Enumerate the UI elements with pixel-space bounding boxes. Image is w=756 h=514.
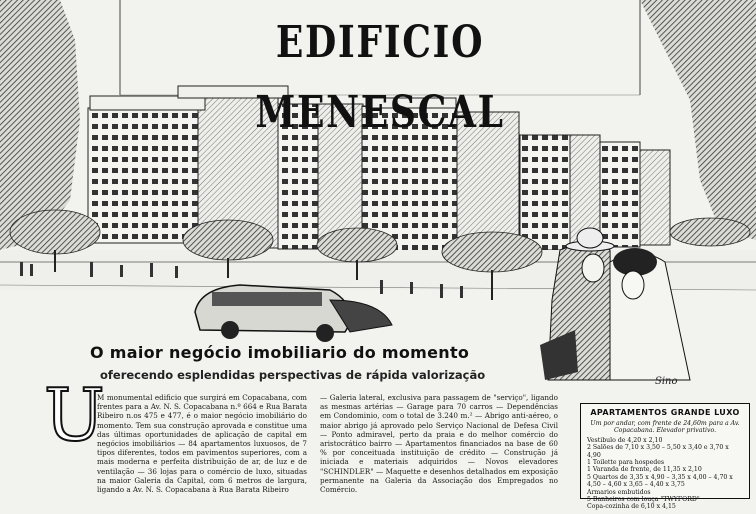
box-item: 5 Quartos de 3,35 x 4,90 – 3,35 x 4,00 – 4,70 x 4,50 – 4,60 x 3,65 – 4,40 x 3,75: [587, 473, 733, 489]
drop-cap: U: [44, 373, 105, 457]
box-title: APARTAMENTOS GRANDE LUXO: [590, 408, 740, 417]
body-column-2: — Galeria lateral, exclusiva para passagem de "serviço", ligando as mesmas artérias — Garage para 70 carros — Dependências em Condominio, com o total de 3.240 m.² — Abrigo anti-aéreo, o maior abrigo já aprovado pelo Serviço Nacional de Defesa Civil — Ponto admiravel, perto da praia e do melhor comércio do aristocrático bairro — Apartamentos financiados na base de 60 % por conceituada instituição de crédito — Construção já iniciada e materiais adquiridos — Novos elevadores "SCHINDLER" — Maquette e desenhos detalhados em exposição permanente na Galeria da Associação dos Empregados no Comércio.: [320, 393, 558, 495]
artist-signature: Sino: [655, 376, 678, 387]
box-item: Copa-cozinha de 6,10 x 4,15: [587, 503, 676, 511]
subheadline: oferecendo esplendidas perspectivas de rápida valorização: [100, 368, 486, 382]
headline: O maior negócio imobiliario do momento: [90, 343, 470, 362]
box-body: [581, 417, 749, 514]
box-item: Armarios embutidos: [587, 488, 651, 496]
box-item: 5 Banheiros com louça "TWYFORD": [587, 496, 700, 504]
box-item: 1 Toilette para hospedes: [587, 459, 665, 467]
body-column-1: M monumental edificio que surgirá em Copacabana, com frentes para a Av. N. S. Copacabana n.º 664 e Rua Barata Ribeiro n.os 475 e 477, é o maior negócio imobiliário do momento. Tem sua construção aprovada e constitue uma das últimas oportunidades de aplicação de capital em negócios imobiliários — 84 apartamentos luxuosos, de 7 tipos diferentes, todos em pavimentos superiores, com a mais moderna e perfeita distribuição de ar, de luz e de ventilação — 36 lojas para o comércio de luxo, situadas na maior Galeria da Capital, com 6 metros de largura, ligando a Av. N. S. Copacabana à Rua Barata Ribeiro: [97, 393, 307, 495]
box-item: 2 Salões de 7,10 x 3,50 – 5,50 x 3,40 e 3,70 x 4,90: [587, 444, 729, 459]
page-title: EDIFICIO MENESCAL: [255, 17, 505, 138]
box-item: 1 Varanda de frente, de 11,35 x 2,10: [587, 466, 702, 474]
vintage-car: [195, 285, 392, 342]
apartments-box: [580, 403, 750, 511]
box-item: Vestibulo de 4,20 x 2,10: [587, 436, 663, 444]
box-intro: Um por andar, com frente de 24,60m para a Av. Copacabana. Elevador privativo.: [590, 420, 740, 435]
